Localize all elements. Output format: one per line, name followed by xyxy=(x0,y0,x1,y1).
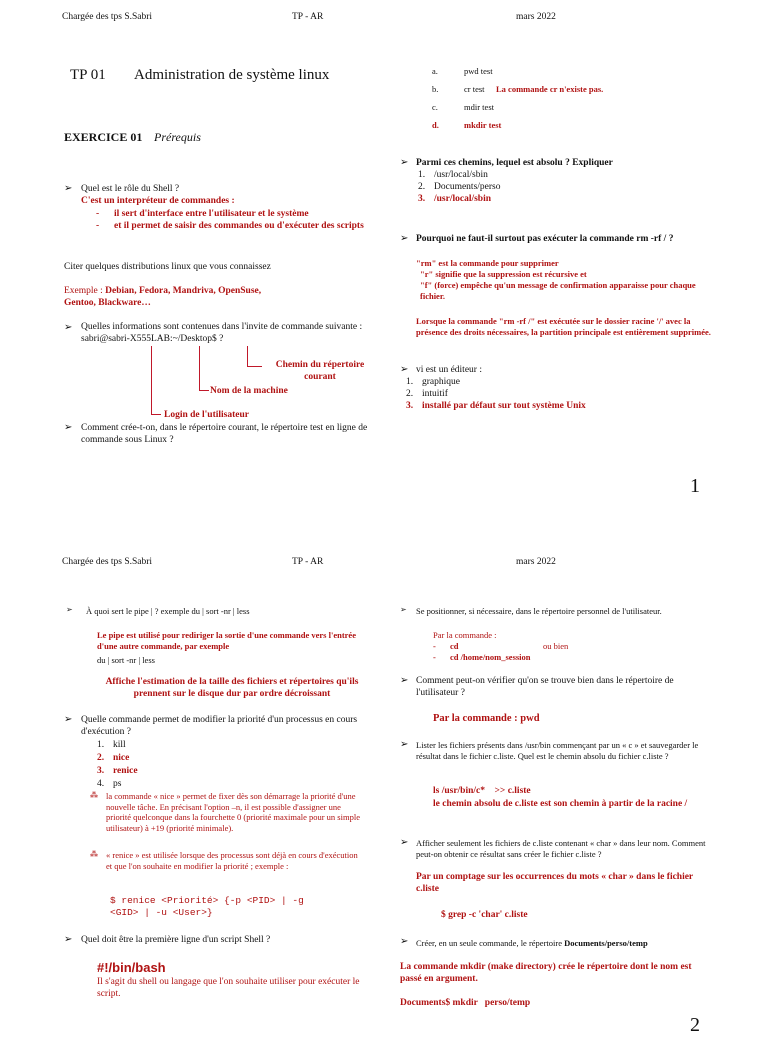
right-question-home: Se positionner, si nécessaire, dans le répertoire personnel de l'utilisateur. xyxy=(416,606,662,616)
arrow-bullet-icon: ➢ xyxy=(64,422,73,433)
arrow-bullet-icon: ➢ xyxy=(400,739,409,750)
path-2: Documents/perso xyxy=(434,182,501,192)
question-prompt-info: Quelles informations sont contenues dans l'invite de commande suivante : sabri@sabri-X555LAB:~/Desktop$ ? xyxy=(81,322,363,344)
header-center: TP - AR xyxy=(292,557,324,567)
question-shell-role: Quel est le rôle du Shell ? xyxy=(81,184,180,194)
question-distros: Citer quelques distributions linux que vous connaissez xyxy=(64,262,271,272)
option-c: mdir test xyxy=(464,102,494,112)
question-pipe: À quoi sert le pipe | ? exemple du | sort -nr | less xyxy=(86,606,250,616)
answer-pipe-example: du | sort -nr | less xyxy=(97,655,155,665)
page-number: 2 xyxy=(690,1014,700,1036)
exercise-subtitle: Prérequis xyxy=(154,130,201,144)
vi-opt-2-num: 2. xyxy=(406,389,414,399)
arrow-bullet-icon: ➢ xyxy=(400,837,409,848)
cmd-cd-home: cd /home/nom_session xyxy=(450,652,531,662)
header-left: Chargée des tps S.Sabri xyxy=(62,557,153,567)
page-number: 1 xyxy=(690,475,700,497)
dash-1: - xyxy=(96,209,100,219)
answer-rm-para: Lorsque la commande "rm -rf /" est exécutée sur le dossier racine '/' avec la présence des droits nécessaires, la partition principale est entièrement supprimée. xyxy=(416,316,711,337)
arrow-login-h xyxy=(151,414,161,415)
right-question-char: Afficher seulement les fichiers de c.liste contenant « char » dans leur nom. Comment peut-on obtenir ce résultat sans créer le fichier c.liste ? xyxy=(416,838,706,859)
priority-opt-4-num: 4. xyxy=(97,779,105,789)
right-answer-home-intro: Par la commande : xyxy=(433,630,497,640)
arrow-bullet-icon: ➢ xyxy=(400,675,409,686)
note-bullet-icon: ⁂ xyxy=(90,791,98,800)
question-absolute-path: Parmi ces chemins, lequel est absolu ? Expliquer xyxy=(416,158,613,168)
arrow-bullet-icon: ➢ xyxy=(400,364,409,375)
question-vi: vi est un éditeur : xyxy=(416,365,482,375)
question-rm-rf: Pourquoi ne faut-il surtout pas exécuter la commande rm -rf / ? xyxy=(416,234,674,244)
annotation-machine: Nom de la machine xyxy=(210,386,288,396)
right-question-list: Lister les fichiers présents dans /usr/bin commençant par un « c » et sauvegarder le résultat dans le fichier c.liste. Quel est le chemin absolu du fichier c.liste ? xyxy=(416,740,699,761)
nice-note: la commande « nice » permet de fixer dès son démarrage la priorité d'une nouvelle tâche. En précisant l'option –n, il est possible d'assigner une priorité quelconque dans la fourchette 0 (priorité maximale pour un simple utilisateur) à +19 (priorité minimale). xyxy=(106,791,360,833)
option-d-letter: d. xyxy=(432,120,439,130)
arrow-bullet-icon: ➢ xyxy=(64,934,73,945)
header-center: TP - AR xyxy=(292,12,324,22)
distros-list: Debian, Fedora, Mandriva, OpenSuse, Gentoo, Blackware… xyxy=(64,286,262,308)
renice-note: « renice » est utilisée lorsque des processus sont déjà en cours d'exécution et que l'on souhaite en modifier la priorité ; exemple : xyxy=(106,850,358,871)
header-left: Chargée des tps S.Sabri xyxy=(62,12,153,22)
priority-opt-4: ps xyxy=(113,779,122,789)
arrow-bullet-icon: ➢ xyxy=(400,605,407,614)
vi-opt-1: graphique xyxy=(422,377,460,387)
or-label: ou bien xyxy=(543,641,569,651)
option-b: cr test xyxy=(464,84,485,94)
right-question-verify: Comment peut-on vérifier qu'on se trouve bien dans le répertoire de l'utilisateur ? xyxy=(416,676,674,698)
priority-opt-2-num: 2. xyxy=(97,753,105,763)
right-answer-mkdir: La commande mkdir (make directory) crée le répertoire dont le nom est passé en argument. xyxy=(400,962,692,984)
shebang-line: #!/bin/bash xyxy=(97,960,166,975)
tp-number: TP 01 xyxy=(70,67,106,83)
exercise-title: EXERCICE 01 xyxy=(64,130,143,144)
path-2-num: 2. xyxy=(418,182,426,192)
answer-shell-item-2: et il permet de saisir des commandes ou d'exécuter des scripts xyxy=(114,221,364,231)
option-c-letter: c. xyxy=(432,102,438,112)
dash-2: - xyxy=(433,652,436,662)
vi-opt-3: installé par défaut sur tout système Unix xyxy=(422,401,586,411)
question-priority: Quelle commande permet de modifier la priorité d'un processus en cours d'exécution ? xyxy=(81,715,358,737)
priority-opt-3-num: 3. xyxy=(97,766,105,776)
header-right: mars 2022 xyxy=(516,557,556,567)
vi-opt-2: intuitif xyxy=(422,389,448,399)
option-a: pwd test xyxy=(464,66,493,76)
header-right: mars 2022 xyxy=(516,12,556,22)
mkdir-question-path: Documents/perso/temp xyxy=(564,938,648,948)
priority-opt-1: kill xyxy=(113,740,126,750)
shebang-note: Il s'agit du shell ou langage que l'on souhaite utiliser pour exécuter le script. xyxy=(97,977,360,999)
priority-opt-2: nice xyxy=(113,753,130,763)
arrow-path-h xyxy=(247,366,262,367)
arrow-machine-h xyxy=(199,390,209,391)
vi-opt-3-num: 3. xyxy=(406,401,414,411)
answer-rm-line-2: "r" signifie que la suppression est récursive et xyxy=(420,269,587,279)
priority-opt-3: renice xyxy=(113,766,138,776)
note-bullet-icon: ⁂ xyxy=(90,850,98,859)
priority-opt-1-num: 1. xyxy=(97,740,105,750)
annotation-login: Login de l'utilisateur xyxy=(164,410,249,420)
arrow-bullet-icon: ➢ xyxy=(64,183,73,194)
annotation-path: Chemin du répertoire courant xyxy=(275,360,365,382)
arrow-bullet-icon: ➢ xyxy=(400,233,409,244)
question-shebang: Quel doit être la première ligne d'un script Shell ? xyxy=(81,935,271,945)
arrow-machine xyxy=(199,346,200,390)
dash-2: - xyxy=(96,221,100,231)
right-answer-ls-cmd: ls /usr/bin/c* >> c.liste xyxy=(433,786,531,796)
option-a-letter: a. xyxy=(432,66,438,76)
option-b-letter: b. xyxy=(432,84,439,94)
answer-rm-line-1: "rm" est la commande pour supprimer xyxy=(416,258,559,268)
right-answer-pwd: Par la commande : pwd xyxy=(433,713,540,724)
answer-rm-line-3: "f" (force) empêche qu'un message de confirmation apparaisse pour chaque fichier. xyxy=(420,280,696,301)
page-title: Administration de système linux xyxy=(134,67,330,83)
renice-command-1: $ renice <Priorité> {-p <PID> | -g xyxy=(110,895,304,906)
option-b-note: La commande cr n'existe pas. xyxy=(496,84,604,94)
arrow-path xyxy=(247,346,248,366)
right-answer-absolute: le chemin absolu de c.liste est son chemin à partir de la racine / xyxy=(433,799,688,809)
answer-shell-title: C'est un interpréteur de commandes : xyxy=(81,196,235,206)
distros-prefix: Exemple : xyxy=(64,286,103,296)
answer-distros xyxy=(64,286,294,309)
path-3: /usr/local/sbin xyxy=(434,194,492,204)
arrow-bullet-icon: ➢ xyxy=(400,157,409,168)
path-1: /usr/local/sbin xyxy=(434,170,488,180)
arrow-login xyxy=(151,346,152,414)
arrow-bullet-icon: ➢ xyxy=(64,322,73,333)
answer-pipe: Le pipe est utilisé pour rediriger la sortie d'une commande vers l'entrée d'une autre commande, par exemple xyxy=(97,630,356,651)
option-d: mkdir test xyxy=(464,120,502,130)
arrow-bullet-icon: ➢ xyxy=(66,605,73,614)
right-question-mkdir xyxy=(416,938,716,949)
right-answer-count: Par un comptage sur les occurrences du mots « char » dans le fichier c.liste xyxy=(416,872,693,894)
answer-shell-item-1: il sert d'interface entre l'utilisateur et le système xyxy=(114,209,309,219)
path-3-num: 3. xyxy=(418,194,426,204)
cmd-cd: cd xyxy=(450,641,459,651)
vi-opt-1-num: 1. xyxy=(406,377,414,387)
question-create-dir: Comment crée-t-on, dans le répertoire courant, le répertoire test en ligne de commande sous Linux ? xyxy=(81,423,368,445)
path-1-num: 1. xyxy=(418,170,426,180)
arrow-bullet-icon: ➢ xyxy=(64,714,73,725)
right-answer-mkdir-cmd: Documents$ mkdir perso/temp xyxy=(400,998,531,1008)
answer-pipe-explain: Affiche l'estimation de la taille des fichiers et répertoires qu'ils prennent sur le disque dur par ordre décroissant xyxy=(105,677,359,699)
arrow-bullet-icon: ➢ xyxy=(400,936,409,947)
dash-1: - xyxy=(433,641,436,651)
right-answer-grep: $ grep -c 'char' c.liste xyxy=(441,910,528,920)
renice-command-2: <GID> | -u <User>} xyxy=(110,907,213,918)
mkdir-question-text: Créer, en un seule commande, le répertoire xyxy=(416,938,565,948)
